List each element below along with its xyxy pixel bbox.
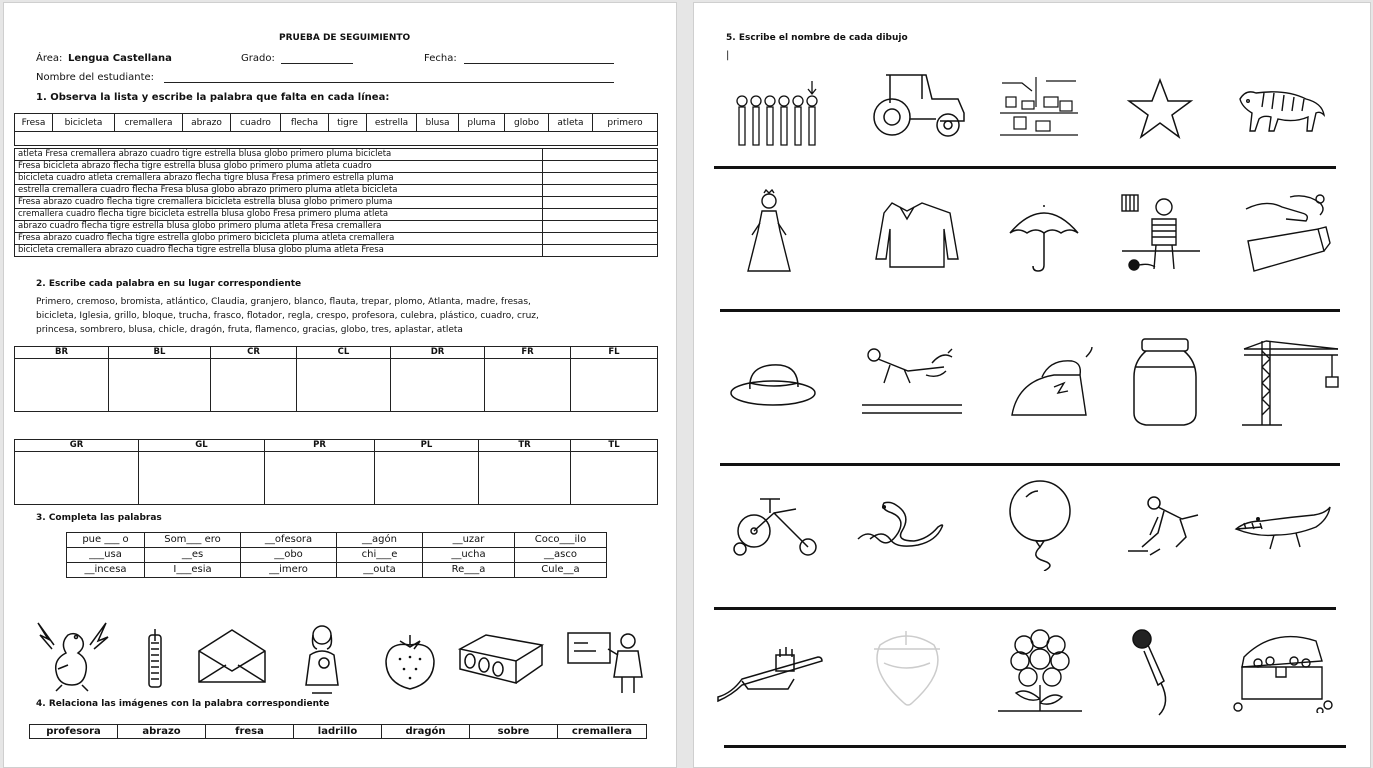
row-divider-2	[720, 309, 1340, 312]
answer-cell[interactable]	[543, 209, 658, 221]
complete-word-cell[interactable]: Cule__a	[515, 563, 607, 578]
scramble-line: Fresa abrazo cuadro flecha tigre cremallera bicicleta estrella blusa globo primero pluma	[15, 197, 543, 209]
word-cell: primero	[593, 114, 658, 132]
queue-people-picture	[734, 77, 820, 149]
zipper-picture	[144, 627, 166, 693]
answer-cell[interactable]	[543, 173, 658, 185]
dragon-picture	[32, 615, 112, 695]
match-word-cell: dragón	[382, 725, 470, 739]
scramble-line: Fresa abrazo cuadro flecha tigre estrella globo primero bicicleta pluma atleta cremallera	[15, 233, 543, 245]
trumpet-picture	[716, 647, 828, 707]
word-cell: Fresa	[15, 114, 53, 132]
q2-word-line-1: Primero, cremoso, bromista, atlántico, Claudia, granjero, blanco, flauta, trepar, plomo, Atlanta, madre, fresas,	[36, 297, 531, 307]
answer-cell[interactable]	[543, 233, 658, 245]
scramble-line: estrella cremallera cuadro flecha Fresa blusa globo abrazo primero pluma atleta bicicleta	[15, 185, 543, 197]
group-header: TR	[479, 440, 571, 452]
group-answer-cell[interactable]	[297, 359, 391, 412]
group-header: GL	[139, 440, 265, 452]
complete-word-cell[interactable]: pue ___ o	[67, 533, 145, 548]
group-header: CL	[297, 347, 391, 359]
grado-label: Grado:	[241, 53, 275, 64]
complete-word-cell[interactable]: __uzar	[423, 533, 515, 548]
group-header: FR	[485, 347, 571, 359]
mother-child-picture	[296, 621, 348, 695]
star-picture	[1126, 77, 1194, 139]
group-answer-cell[interactable]	[571, 452, 658, 505]
complete-word-cell[interactable]: Re___a	[423, 563, 515, 578]
q1-word-list	[14, 113, 658, 146]
group-answer-cell[interactable]	[139, 452, 265, 505]
complete-word-cell[interactable]: __imero	[241, 563, 337, 578]
group-header: GR	[15, 440, 139, 452]
word-cell: estrella	[367, 114, 417, 132]
group-answer-cell[interactable]	[571, 359, 658, 412]
group-answer-cell[interactable]	[391, 359, 485, 412]
answer-cell[interactable]	[543, 197, 658, 209]
nombre-label: Nombre del estudiante:	[36, 72, 155, 83]
complete-word-cell[interactable]: __incesa	[67, 563, 145, 578]
worksheet-page-left	[3, 2, 677, 768]
group-answer-cell[interactable]	[265, 452, 375, 505]
scramble-line: bicicleta cuadro atleta cremallera abrazo flecha tigre blusa Fresa primero estrella pluma	[15, 173, 543, 185]
q4-word-table	[29, 724, 647, 739]
match-word-cell: abrazo	[118, 725, 206, 739]
strawberry-picture	[382, 633, 438, 691]
grado-blank[interactable]	[281, 63, 353, 64]
jar-picture	[1130, 337, 1200, 427]
complete-word-cell[interactable]: __ofesora	[241, 533, 337, 548]
crane-picture	[1240, 337, 1340, 427]
q2-word-line-2: bicicleta, Iglesia, grillo, bloque, trucha, frasco, flotador, regla, crespo, profesora, culebra, plástico, cuadro, cruz,	[36, 311, 539, 321]
treasure-chest-picture	[1230, 627, 1334, 713]
word-cell: atleta	[549, 114, 593, 132]
scramble-line: Fresa bicicleta abrazo flecha tigre estrella blusa globo primero pluma atleta cuadro	[15, 161, 543, 173]
group-answer-cell[interactable]	[479, 452, 571, 505]
complete-word-cell[interactable]: __obo	[241, 548, 337, 563]
match-word-cell: fresa	[206, 725, 294, 739]
tiger-picture	[1230, 83, 1330, 135]
word-cell: cremallera	[115, 114, 183, 132]
blouse-picture	[852, 197, 962, 271]
hat-picture	[728, 357, 818, 411]
scramble-line: bicicleta cremallera abrazo cuadro flecha tigre estrella blusa globo pluma atleta Fresa	[15, 245, 543, 257]
runner-start-picture	[1120, 493, 1206, 557]
teacher-picture	[566, 627, 648, 697]
umbrella-picture	[1006, 203, 1082, 273]
prisoner-picture	[1118, 193, 1202, 275]
complete-word-cell[interactable]: __agón	[337, 533, 423, 548]
flower-picture	[994, 623, 1086, 715]
word-cell: abrazo	[183, 114, 231, 132]
question-3: 3. Completa las palabras	[36, 513, 162, 523]
word-cell: cuadro	[231, 114, 281, 132]
question-1: 1. Observa la lista y escribe la palabra que falta en cada línea:	[36, 92, 390, 103]
row-divider-3	[720, 463, 1340, 466]
fecha-label: Fecha:	[424, 53, 457, 64]
word-cell: flecha	[281, 114, 329, 132]
group-header: BL	[109, 347, 211, 359]
row-divider-5	[724, 745, 1346, 748]
group-header: DR	[391, 347, 485, 359]
word-cell: globo	[505, 114, 549, 132]
answer-cell[interactable]	[543, 245, 658, 257]
answer-cell[interactable]	[543, 221, 658, 233]
spinning-top-picture	[864, 629, 950, 713]
scramble-line: cremallera cuadro flecha tigre bicicleta estrella blusa globo Fresa primero pluma atleta	[15, 209, 543, 221]
word-cell: blusa	[417, 114, 459, 132]
complete-word-cell[interactable]: __ucha	[423, 548, 515, 563]
match-word-cell: ladrillo	[294, 725, 382, 739]
worksheet-title: PRUEBA DE SEGUIMIENTO	[279, 33, 411, 43]
group-answer-cell[interactable]	[375, 452, 479, 505]
group-header: BR	[15, 347, 109, 359]
scramble-line: atleta Fresa cremallera abrazo cuadro tigre estrella blusa globo primero pluma bicicleta	[15, 149, 543, 161]
city-scene-picture	[996, 73, 1082, 139]
match-word-cell: profesora	[30, 725, 118, 739]
fecha-blank[interactable]	[464, 63, 614, 64]
snake-picture	[854, 501, 944, 553]
group-answer-cell[interactable]	[211, 359, 297, 412]
match-word-cell: cremallera	[558, 725, 647, 739]
nombre-blank[interactable]	[164, 82, 614, 83]
word-cell: pluma	[459, 114, 505, 132]
crocodile-picture	[1234, 501, 1332, 555]
toothpaste-hands-picture	[1242, 189, 1332, 275]
q1-lines-table	[14, 148, 658, 257]
group-answer-cell[interactable]	[109, 359, 211, 412]
balloon-picture	[1006, 479, 1076, 571]
microphone-picture	[1130, 627, 1190, 717]
answer-cell[interactable]	[543, 161, 658, 173]
row-divider-4	[714, 607, 1336, 610]
q1-spacer-row	[15, 132, 658, 146]
envelope-picture	[196, 627, 268, 685]
q3-complete-table	[66, 532, 607, 578]
text-cursor: |	[726, 50, 730, 61]
complete-word-cell[interactable]: chi___e	[337, 548, 423, 563]
question-4: 4. Relaciona las imágenes con la palabra correspondiente	[36, 699, 330, 709]
area-value: Lengua Castellana	[68, 53, 172, 64]
word-cell: tigre	[329, 114, 367, 132]
group-header: FL	[571, 347, 658, 359]
tractor-picture	[864, 69, 968, 139]
question-2: 2. Escribe cada palabra en su lugar correspondiente	[36, 279, 302, 289]
answer-cell[interactable]	[543, 185, 658, 197]
tricycle-picture	[730, 491, 822, 559]
group-header: CR	[211, 347, 297, 359]
row-divider-1	[714, 166, 1336, 169]
group-answer-cell[interactable]	[15, 452, 139, 505]
complete-word-cell[interactable]: ___usa	[67, 548, 145, 563]
complete-word-cell[interactable]: __outa	[337, 563, 423, 578]
group-header: TL	[571, 440, 658, 452]
scramble-line: abrazo cuadro flecha tigre estrella blusa globo primero pluma atleta Fresa cremallera	[15, 221, 543, 233]
group-table-2	[14, 439, 658, 505]
group-header: PR	[265, 440, 375, 452]
group-answer-cell[interactable]	[485, 359, 571, 412]
question-5: 5. Escribe el nombre de cada dibujo	[726, 33, 908, 43]
q2-word-line-3: princesa, sombrero, blusa, chicle, dragón, fruta, flamenco, gracias, globo, tres, aplastar, atleta	[36, 325, 463, 335]
word-cell: bicicleta	[53, 114, 115, 132]
group-header: PL	[375, 440, 479, 452]
princess-picture	[746, 189, 792, 275]
iron-picture	[1006, 347, 1096, 423]
complete-word-cell[interactable]: __es	[145, 548, 241, 563]
complete-word-cell[interactable]: __asco	[515, 548, 607, 563]
group-answer-cell[interactable]	[15, 359, 109, 412]
match-word-cell: sobre	[470, 725, 558, 739]
area-label: Área:	[36, 53, 63, 64]
complete-word-cell[interactable]: Som___ ero	[145, 533, 241, 548]
complete-word-cell[interactable]: I___esia	[145, 563, 241, 578]
worksheet-page-right	[693, 2, 1371, 768]
answer-cell[interactable]	[543, 149, 658, 161]
brick-picture	[456, 631, 546, 685]
complete-word-cell[interactable]: Coco___ilo	[515, 533, 607, 548]
diver-picture	[860, 343, 964, 421]
group-table-1	[14, 346, 658, 412]
